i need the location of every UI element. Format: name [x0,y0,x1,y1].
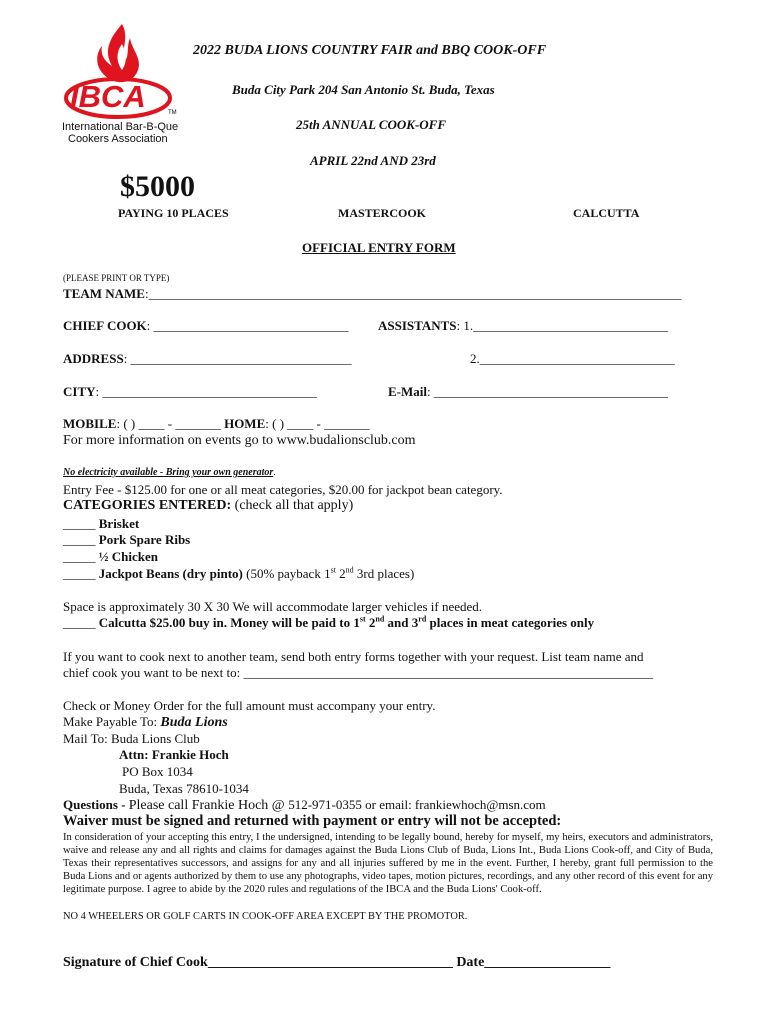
categories-heading: CATEGORIES ENTERED: [63,498,232,513]
address-label: ADDRESS [63,351,124,366]
assistant-2-field[interactable]: 2.______________________________ [470,351,675,366]
logo-line1: International Bar-B-Que [62,121,179,133]
space-note: Space is approximately 30 X 30 We will accommodate larger vehicles if needed. [63,599,483,614]
payable-name: Buda Lions [160,715,228,730]
assistants-label: ASSISTANTS [378,318,457,333]
contact-info: 512-971-0355 or email: frankiewhoch@msn.com [288,797,546,812]
email-field[interactable]: : ____________________________________ [427,384,668,399]
signature-label: Signature of Chief Cook [63,955,208,970]
mobile-field[interactable]: : ( ) ____ - _______ [116,416,221,431]
assistant-1-field[interactable]: : 1.______________________________ [456,318,669,333]
ibca-logo [60,22,190,147]
cook-next-line1: If you want to cook next to another team, send both entry forms together with your request. List team name and [63,649,644,664]
payable-row: Make Payable To: Buda Lions [63,714,228,730]
signature-row [63,955,610,971]
categories-heading-row [63,498,353,514]
form-title: OFFICIAL ENTRY FORM [302,240,456,255]
email-label: E-Mail [388,384,427,399]
date-label: Date [452,955,485,970]
prize-amount: $5000 [120,170,195,203]
category-beans[interactable]: _____ Jackpot Beans (dry pinto) (50% payback 1st 2nd 3rd places) [63,565,415,581]
no-wheelers-note: NO 4 WHEELERS OR GOLF CARTS IN COOK-OFF AREA EXCEPT BY THE PROMOTOR. [63,911,468,922]
chief-cook-field[interactable]: : ______________________________ [146,318,349,333]
address-field[interactable]: : __________________________________ [123,351,352,366]
logo-tm: TM [168,110,177,116]
logo-acronym: IBCA [70,79,146,114]
chief-cook-row [63,318,349,334]
categories-note: (check all that apply) [231,498,354,513]
cook-next-line2[interactable]: chief cook you want to be next to: _______________________________________________________________ [63,665,654,680]
waiver-text: In consideration of your accepting this entry, I the undersigned, intending to be legally bound, hereby for myself, my heirs, executors and administrators, waive and release any and all rights and claims for damages against the Buda Lions Club of Buda, Lions Int., Buda Lions Cook-off, and City of Buda, Texas their representatives successors, and assigns for any and all injuries suffered by me in the event. Further, I hereby, grant full permission to the Buda Lions and or agents authorized by them to use any photographs, video tapes, motion pictures, recordings, and any other record of this event for any legitimate purpose. I agree to abide by the 2020 rules and regulations of the IBCA and the Buda Lions' Cook-off. [63,832,713,895]
home-label: HOME [224,416,266,431]
city-label: CITY [63,384,96,399]
electricity-note: No electricity available - Bring your own generator. [63,467,276,478]
assistants-row [378,318,668,334]
logo-line2: Cookers Association [68,133,168,145]
mail-attn: Attn: Frankie Hoch [119,747,229,762]
phone-row [63,416,370,432]
payment-note: Check or Money Order for the full amount must accompany your entry. [63,698,436,713]
team-name-field[interactable]: :__________________________________________________________________________________ [144,286,682,301]
category-chicken[interactable]: _____ ½ Chicken [63,549,158,564]
event-title: 2022 BUDA LIONS COUNTRY FAIR and BBQ COOK-OFF [193,43,547,58]
calcutta-label: CALCUTTA [573,206,640,220]
paying-places: PAYING 10 PLACES [118,206,229,220]
entry-fee: Entry Fee - $125.00 for one or all meat categories, $20.00 for jackpot bean category. [63,482,503,497]
signature-field[interactable]: ___________________________________ [207,955,453,970]
city-field[interactable]: : _________________________________ [95,384,317,399]
print-note: (PLEASE PRINT OR TYPE) [63,273,170,283]
calcutta-row[interactable]: _____ Calcutta $25.00 buy in. Money will be paid to 1st 2nd and 3rd places in meat categories only [63,614,595,630]
chief-cook-label: CHIEF COOK [63,318,147,333]
mail-city: Buda, Texas 78610-1034 [119,781,249,796]
annual-cookoff: 25th ANNUAL COOK-OFF [296,117,447,132]
electricity-text: No electricity available - Bring your own generator [63,467,274,478]
email-row [388,384,668,400]
team-name-row [63,286,682,302]
mastercook-label: MASTERCOOK [338,206,427,220]
category-brisket[interactable]: _____ Brisket [63,516,140,531]
event-dates: APRIL 22nd AND 23rd [310,153,436,168]
date-field[interactable]: __________________ [484,955,611,970]
mail-po: PO Box 1034 [122,764,193,779]
city-row [63,384,317,400]
mail-to: Mail To: Buda Lions Club [63,731,200,746]
category-pork-ribs[interactable]: _____ Pork Spare Ribs [63,532,191,547]
event-location: Buda City Park 204 San Antonio St. Buda, Texas [232,82,495,97]
waiver-heading: Waiver must be signed and returned with payment or entry will not be accepted: [63,813,562,829]
info-line: For more information on events go to www.budalionsclub.com [63,433,416,448]
address-row [63,351,352,367]
home-field[interactable]: : ( ) ____ - _______ [265,416,370,431]
team-name-label: TEAM NAME [63,286,145,301]
questions-row: Questions - Please call Frankie Hoch @ 512-971-0355 or email: frankiewhoch@msn.com [63,797,546,813]
mobile-label: MOBILE [63,416,117,431]
